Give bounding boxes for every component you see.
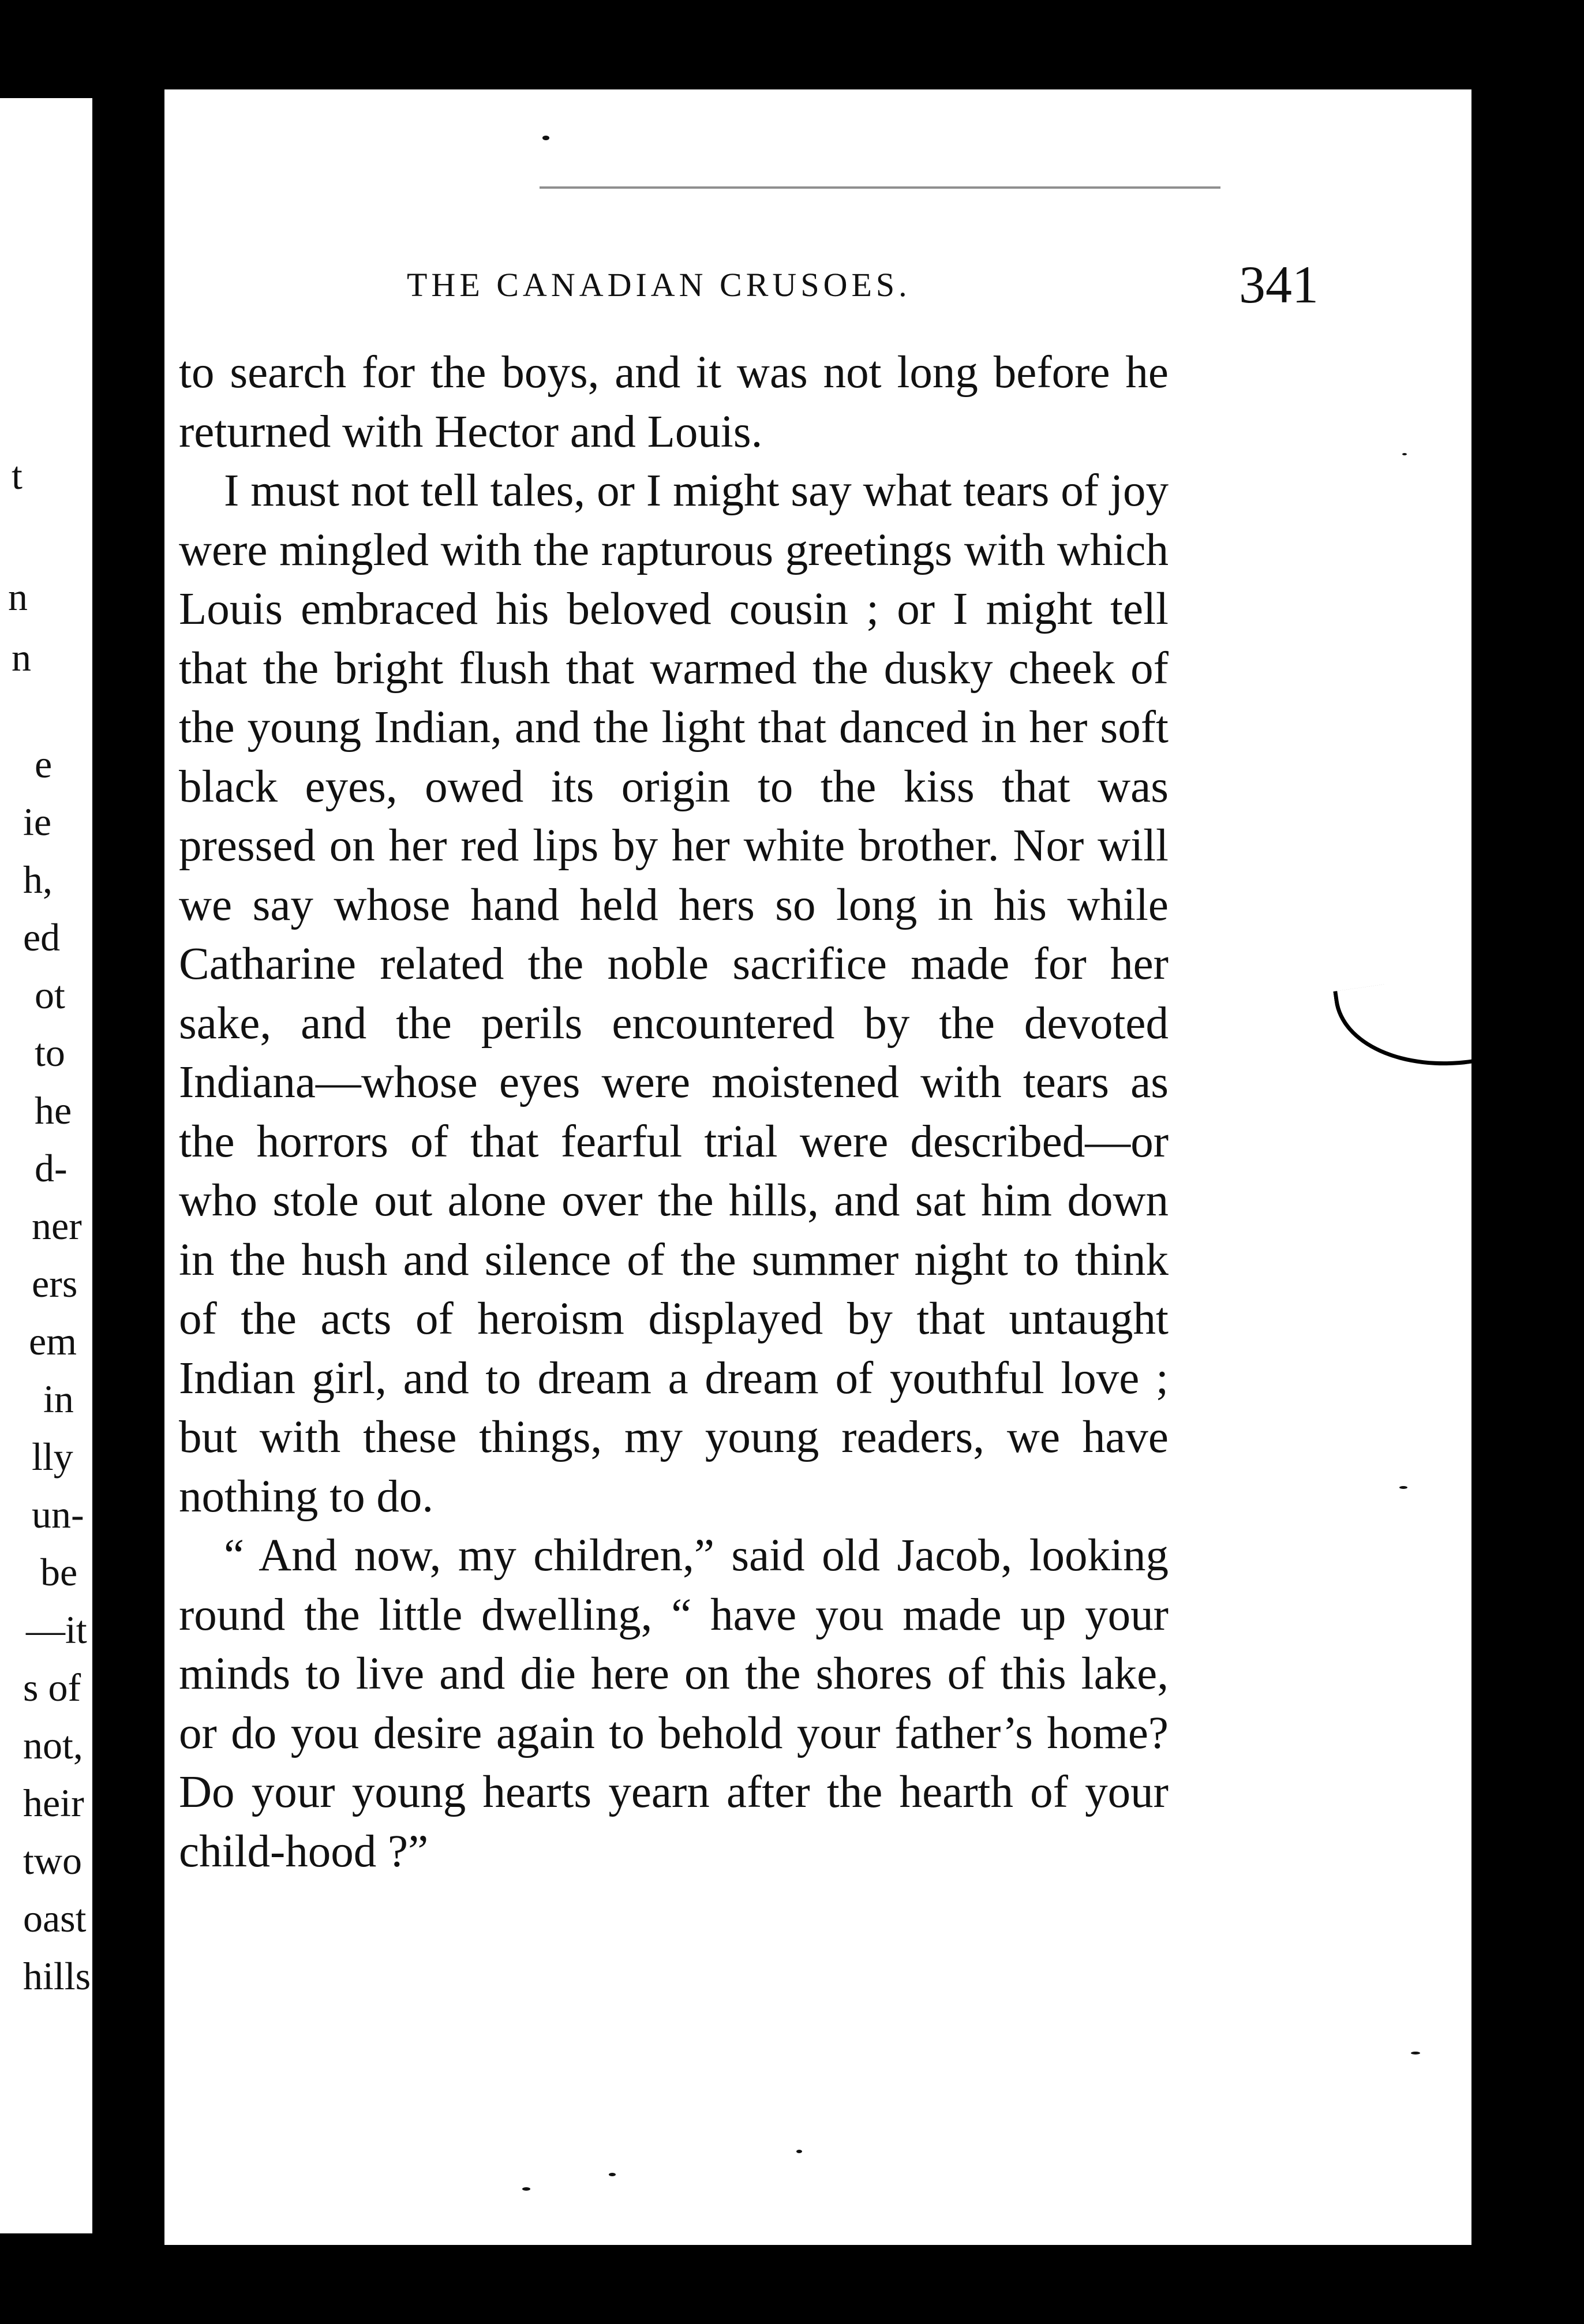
margin-fragment: ed [23, 915, 61, 959]
scan-speck [542, 136, 549, 140]
margin-fragment: be [40, 1550, 78, 1594]
scan-speck [522, 2187, 530, 2191]
page-top-rule [540, 186, 1220, 189]
margin-fragment: un- [32, 1492, 84, 1536]
margin-fragment: hills [23, 1954, 91, 1998]
page-number: 341 [1239, 255, 1319, 314]
running-head [407, 254, 1319, 323]
margin-fragment: ers [32, 1262, 78, 1305]
book-page [164, 89, 1471, 2245]
previous-page-edge [0, 98, 92, 2233]
margin-fragment: t [12, 454, 23, 497]
paragraph: to search for the boys, and it was not long before he returned with Hector and Louis. [179, 347, 1169, 457]
scan-speck [609, 2173, 616, 2176]
margin-fragment: two [23, 1839, 82, 1883]
margin-fragment: em [29, 1319, 77, 1363]
margin-fragment: not, [23, 1723, 83, 1767]
margin-fragment: n [12, 635, 31, 679]
margin-fragment: lly [32, 1435, 73, 1479]
margin-fragment: oast [23, 1896, 87, 1940]
margin-fragment: d- [35, 1146, 68, 1190]
margin-fragment: —it [26, 1608, 87, 1652]
margin-fragment: ot [35, 973, 65, 1017]
margin-fragment: s of [23, 1666, 81, 1709]
margin-fragment: to [35, 1031, 65, 1075]
margin-fragment: n [8, 575, 28, 619]
paragraph: I must not tell tales, or I might say what tears of joy were mingled with the rapturous greetings with which Louis embraced his beloved cousin ; or I might tell that the bright flush that warmed the dusky cheek of the young Indian, and the light that danced in her soft black eyes, owed its origin to the kiss that was pressed on her red lips by her white brother. Nor will we say whose hand held hers so long in his while Catharine related the noble sacrifice made for her sake, and the perils encountered by the devoted Indiana—whose eyes were moistened with tears as the horrors of that fearful trial were described—or who stole out alone over the hills, and sat him down in the hush and silence of the summer night to think of the acts of heroism displayed by that untaught Indian girl, and to dream a dream of youthful love ; but with these things, my young readers, we have nothing to do. [179, 466, 1169, 1522]
margin-fragment: ner [32, 1204, 82, 1248]
scan-speck [1411, 2052, 1420, 2054]
margin-fragment: in [43, 1377, 74, 1421]
margin-fragment: heir [23, 1781, 84, 1825]
scan-speck [1399, 1486, 1407, 1489]
book-gutter [94, 92, 162, 2245]
margin-fragment: ie [23, 800, 52, 844]
paragraph: “ And now, my children,” said old Jacob, looking round the little dwelling, “ have you made up your minds to live and die here on the shores of this lake, or do you desire again to behold your father’s home? Do your young hearts yearn after the hearth of your child-hood ?” [179, 1530, 1169, 1877]
scan-speck [796, 2150, 802, 2153]
scan-speck [1402, 453, 1407, 455]
margin-fragment: he [35, 1088, 72, 1132]
running-title: THE CANADIAN CRUSOES. [407, 266, 911, 304]
margin-fragment: h, [23, 858, 53, 901]
margin-fragment: e [35, 742, 53, 786]
body-text [179, 343, 1169, 1881]
